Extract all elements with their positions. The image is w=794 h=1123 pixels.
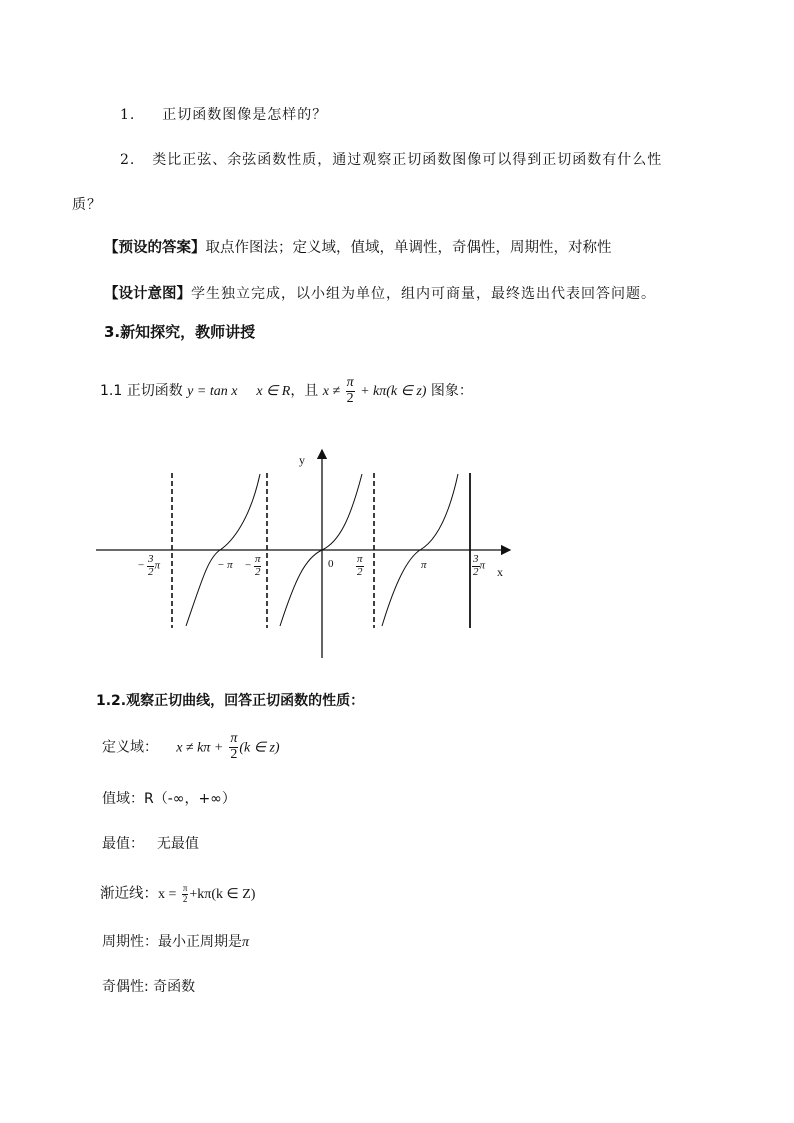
tick-3pi-2: $\frac{3}{2}$ π [473,553,486,578]
preset-answer [104,236,612,257]
prop-asymptote [100,882,255,904]
prop-max [102,833,199,853]
question-2-text: 类比正弦、余弦函数性质，通过观察正切函数图像可以得到正切函数有什么性 [152,152,663,168]
origin-label: 0 [328,558,334,570]
section-title: 3.新知探究，教师讲授 [104,323,256,341]
design-intent-text: 学生独立完成，以小组为单位，组内可商量，最终选出代表回答问题。 [191,286,656,302]
preset-answer-label: 【预设的答案】 [104,240,206,256]
tick-neg-3pi-2: − $\frac{3}{2}$ π [138,553,160,578]
y-axis-label: y [299,453,305,467]
tick-neg-pi-2: − $\frac{\pi}{2}$ [245,553,261,578]
period-symbol: π [242,935,250,950]
fraction-denominator: 2 [346,390,354,406]
period-label: 周期性： [102,934,158,950]
item-1-1-sep: ，且 [290,383,319,400]
asymptote-label: 渐近线： [100,886,158,902]
tangent-graph-svg [90,440,520,665]
item-1-1-cond-b: + kπ(k ∈ z) [360,384,427,400]
prop-range [102,788,236,808]
domain-expr-a: x ≠ kπ + [176,740,224,756]
pi-over-2-fraction [346,376,355,406]
design-intent [104,282,656,303]
tangent-graph [90,440,520,665]
question-2 [120,149,662,169]
asymptote-expr-a: x = [158,887,177,902]
parity-value: 奇函数 [153,979,196,995]
item-1-1-cond-a: x ≠ [322,384,341,400]
preset-answer-text: 取点作图法；定义域，值域，单调性，奇偶性，周期性，对称性 [205,240,612,256]
tick-pi: π [421,559,427,571]
question-1-text: 正切函数图像是怎样的？ [162,107,328,123]
domain-fraction: $\frac{\pi}{2}$ [230,731,238,762]
max-value: 无最值 [156,836,199,852]
domain-expr-b: (k ∈ z) [239,740,280,756]
tick-neg-pi: − π [217,559,233,571]
prop-period [102,931,249,951]
question-1 [120,104,327,124]
asymptote-expr-b: +kπ(k ∈ Z) [189,887,256,902]
question-2-number: 2. [120,152,136,168]
max-label: 最值： [102,836,144,852]
parity-label: 奇偶性: [102,979,149,995]
prop-parity [102,976,195,996]
x-axis-label: x [497,565,503,579]
domain-label: 定义域： [102,739,158,756]
item-1-1-func: y = tan x [187,384,238,400]
item-1-1 [100,376,473,406]
question-2-continuation: 质？ [72,197,102,213]
period-value: 最小正周期是 [158,934,242,950]
range-value: R（-∞，+∞） [144,791,236,807]
prop-domain [102,732,280,762]
item-1-1-prefix: 1.1 正切函数 [100,383,183,400]
asymptote-fraction: $\frac{\pi}{2}$ [182,883,188,904]
item-1-2-title: 1.2.观察正切曲线，回答正切函数的性质： [96,693,365,709]
design-intent-label: 【设计意图】 [104,286,191,302]
question-1-number: 1. [120,107,136,123]
item-1-1-suffix: 图象： [430,383,473,400]
fraction-numerator: π [346,375,354,390]
tick-pi-2: $\frac{\pi}{2}$ [357,553,363,578]
range-label: 值域： [102,791,144,807]
item-1-1-domain: x ∈ R [256,384,291,400]
